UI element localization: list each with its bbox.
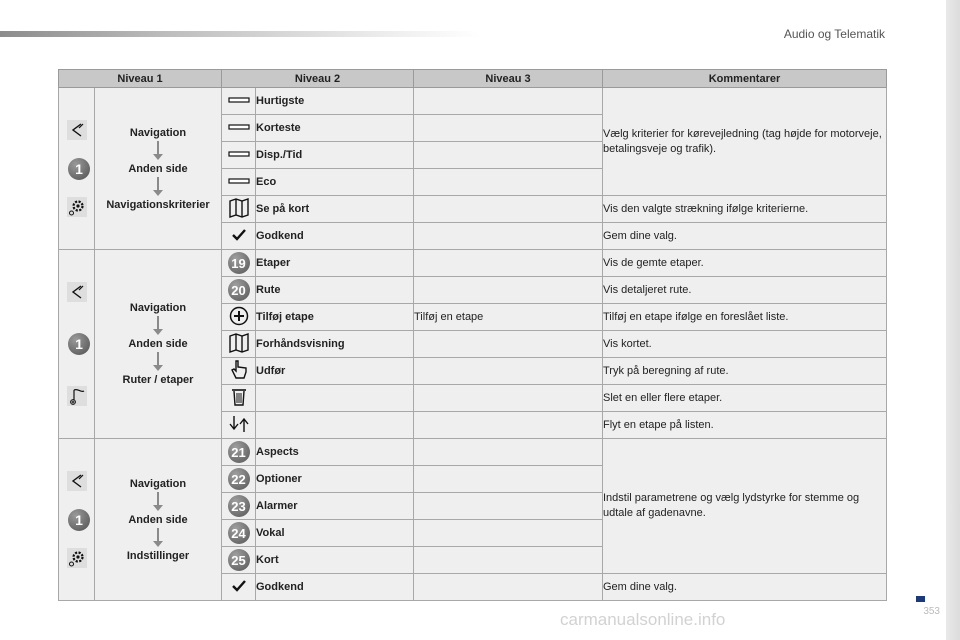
level2-step: Navigation (129, 302, 187, 314)
comment-cell: Vis den valgte strækning ifølge kriterierne. (603, 196, 887, 223)
level2-step: Ruter / etaper (122, 374, 194, 386)
level2-option: Vokal (256, 520, 414, 547)
level2-step: Anden side (128, 162, 188, 175)
down-arrow-icon (153, 141, 163, 161)
header-row (59, 70, 887, 88)
level3-cell (414, 520, 603, 547)
row-icon-cell (222, 331, 256, 358)
down-arrow-icon (153, 492, 163, 512)
level3-cell (414, 88, 603, 115)
menu-table (58, 69, 887, 601)
level2-step: Navigationskriterier (106, 198, 210, 211)
level2-option: Kort (256, 547, 414, 574)
route-flag-icon (67, 386, 87, 406)
level3-cell (414, 547, 603, 574)
level2-option (256, 412, 414, 439)
map-icon (228, 209, 250, 221)
down-arrow-icon (153, 177, 163, 197)
row-icon-cell (222, 169, 256, 196)
row-icon-cell (222, 466, 256, 493)
down-arrow-icon (153, 352, 163, 372)
level1-cell (59, 250, 95, 439)
nav-arrow-icon (67, 120, 87, 140)
checkmark-icon (232, 583, 246, 595)
comment-cell: Gem dine valg. (603, 574, 887, 601)
dash-icon (228, 150, 250, 162)
level2-option: Alarmer (256, 493, 414, 520)
level3-cell (414, 466, 603, 493)
nav-arrow-icon (67, 471, 87, 491)
level2-option: Korteste (256, 115, 414, 142)
level3-cell (414, 115, 603, 142)
comment-cell: Vis de gemte etaper. (603, 250, 887, 277)
hand-pointer-icon (230, 372, 248, 384)
row-icon-cell (222, 574, 256, 601)
settings-gear-icon (67, 197, 87, 217)
down-arrow-icon (153, 316, 163, 336)
level3-cell (414, 331, 603, 358)
level3-cell (414, 439, 603, 466)
page-number: 353 (923, 606, 940, 617)
level2-option: Etaper (256, 250, 414, 277)
level3-cell (414, 493, 603, 520)
dash-icon (228, 96, 250, 108)
watermark: carmanualsonline.info (560, 610, 726, 629)
level2-option: Godkend (256, 223, 414, 250)
level3-cell (414, 196, 603, 223)
comment-cell: Vælg kriterier for kørevejledning (tag højde for motorveje, betalingsveje og trafik). (603, 88, 887, 196)
comment-cell: Tilføj en etape ifølge en foreslået liste. (603, 304, 887, 331)
number-badge: 24 (228, 522, 250, 544)
level3-cell (414, 142, 603, 169)
number-badge: 19 (228, 252, 250, 274)
level2-option: Rute (256, 277, 414, 304)
level2-option: Eco (256, 169, 414, 196)
header-level-2: Niveau 2 (222, 70, 414, 88)
row-icon-cell (222, 277, 256, 304)
level2-option: Disp./Tid (256, 142, 414, 169)
row-icon-cell (222, 250, 256, 277)
level2-option: Forhåndsvisning (256, 331, 414, 358)
level2-step: Anden side (128, 513, 188, 526)
level2-option: Godkend (256, 574, 414, 601)
table-row (59, 439, 887, 466)
comment-cell: Vis kortet. (603, 331, 887, 358)
down-arrow-icon (153, 528, 163, 548)
row-icon-cell (222, 520, 256, 547)
trash-icon (231, 398, 247, 410)
level3-cell (414, 169, 603, 196)
number-badge: 20 (228, 279, 250, 301)
level3-cell (414, 574, 603, 601)
level2-step: Navigation (129, 477, 187, 490)
level2-step: Navigation (129, 126, 187, 139)
table-row (59, 88, 887, 115)
dash-icon (228, 177, 250, 189)
page-marker (916, 596, 925, 602)
level3-cell: Tilføj en etape (414, 304, 603, 331)
level2-option (256, 385, 414, 412)
level2-cell (95, 439, 222, 601)
level1-cell (59, 439, 95, 601)
number-badge: 21 (228, 441, 250, 463)
level2-cell (95, 250, 222, 439)
level2-step: Indstillinger (126, 549, 190, 562)
number-badge: 22 (228, 468, 250, 490)
row-icon-cell (222, 439, 256, 466)
level2-option: Se på kort (256, 196, 414, 223)
comment-cell: Slet en eller flere etaper. (603, 385, 887, 412)
row-icon-cell (222, 196, 256, 223)
comment-cell: Vis detaljeret rute. (603, 277, 887, 304)
nav-arrow-icon (67, 282, 87, 302)
page-title: Audio og Telematik (783, 27, 885, 41)
checkmark-icon (232, 232, 246, 244)
level2-option: Tilføj etape (256, 304, 414, 331)
plus-circle-icon (229, 317, 249, 329)
level3-cell (414, 385, 603, 412)
step-badge: 1 (68, 158, 90, 180)
row-icon-cell (222, 385, 256, 412)
header-level-1: Niveau 1 (59, 70, 222, 88)
row-icon-cell (222, 412, 256, 439)
level3-cell (414, 250, 603, 277)
comment-cell: Indstil parametrene og vælg lydstyrke for stemme og udtale af gadenavne. (603, 439, 887, 574)
step-badge: 1 (68, 509, 90, 531)
settings-gear-icon (67, 548, 87, 568)
level1-cell (59, 88, 95, 250)
comment-cell: Gem dine valg. (603, 223, 887, 250)
header-comments: Kommentarer (603, 70, 887, 88)
level2-option: Optioner (256, 466, 414, 493)
comment-cell: Tryk på beregning af rute. (603, 358, 887, 385)
level2-step: Anden side (128, 338, 188, 350)
row-icon-cell (222, 358, 256, 385)
move-arrows-icon (226, 425, 252, 437)
level2-option: Aspects (256, 439, 414, 466)
row-icon-cell (222, 142, 256, 169)
level2-option: Hurtigste (256, 88, 414, 115)
step-badge: 1 (68, 333, 90, 355)
comment-cell: Flyt en etape på listen. (603, 412, 887, 439)
number-badge: 25 (228, 549, 250, 571)
map-icon (228, 344, 250, 356)
level3-cell (414, 223, 603, 250)
page-edge-strip (946, 0, 960, 640)
level3-cell (414, 277, 603, 304)
row-icon-cell (222, 547, 256, 574)
level2-option: Udfør (256, 358, 414, 385)
row-icon-cell (222, 493, 256, 520)
number-badge: 23 (228, 495, 250, 517)
row-icon-cell (222, 88, 256, 115)
dash-icon (228, 123, 250, 135)
level2-cell (95, 88, 222, 250)
level3-cell (414, 412, 603, 439)
header-level-3: Niveau 3 (414, 70, 603, 88)
row-icon-cell (222, 223, 256, 250)
level3-cell (414, 358, 603, 385)
header-bar (0, 31, 480, 37)
row-icon-cell (222, 115, 256, 142)
row-icon-cell (222, 304, 256, 331)
table-row (59, 250, 887, 277)
